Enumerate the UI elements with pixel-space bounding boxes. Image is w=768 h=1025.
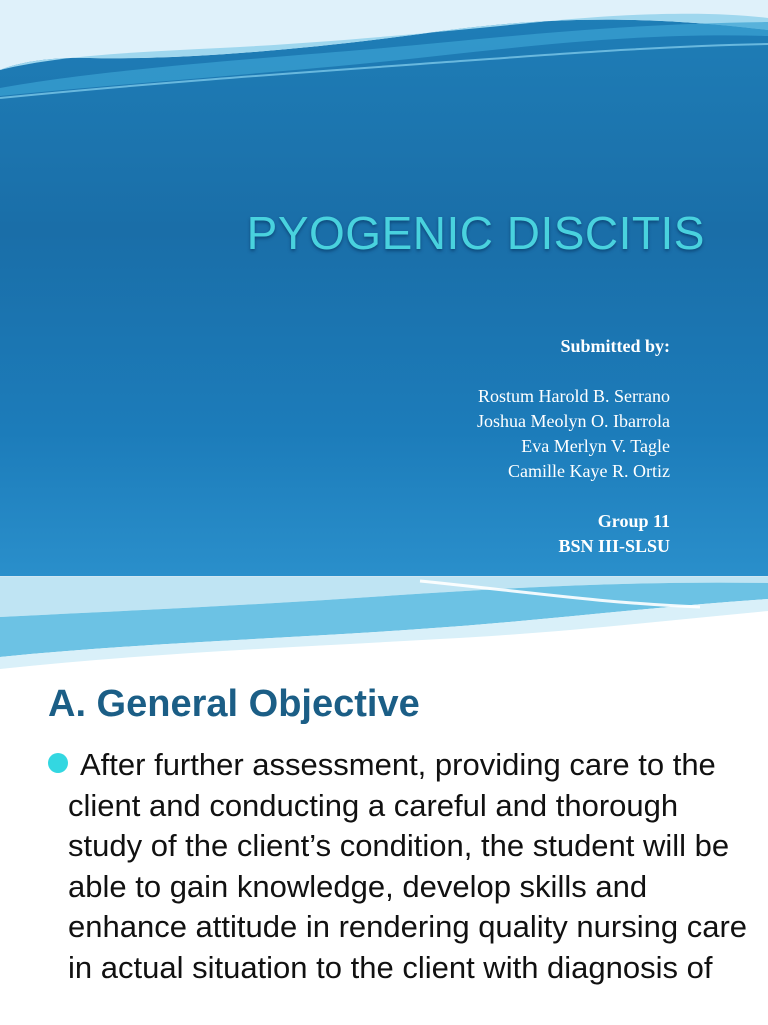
wave-decoration <box>0 0 768 110</box>
credits-block <box>300 334 670 559</box>
slide-heading: A. General Objective <box>48 683 420 725</box>
member-name: Eva Merlyn V. Tagle <box>521 436 670 456</box>
section-label: BSN III-SLSU <box>558 536 670 556</box>
objective-text: After further assessment, providing care to the client and conducting a careful and thorough study of the client’s condition, the student will be able to gain knowledge, develop skills and enhance attitude in rendering quality nursing care in actual situation to the client with diagnosis of <box>68 747 748 985</box>
member-name: Camille Kaye R. Ortiz <box>508 461 670 481</box>
member-name: Joshua Meolyn O. Ibarrola <box>477 411 670 431</box>
submitted-by-label: Submitted by: <box>560 336 670 356</box>
wave-decoration <box>0 577 768 669</box>
bullet-icon <box>48 753 68 773</box>
member-name: Rostum Harold B. Serrano <box>478 386 670 406</box>
group-label: Group 11 <box>597 511 670 531</box>
presentation-title: PYOGENIC DISCITIS <box>246 207 705 259</box>
objective-slide <box>0 576 768 1025</box>
